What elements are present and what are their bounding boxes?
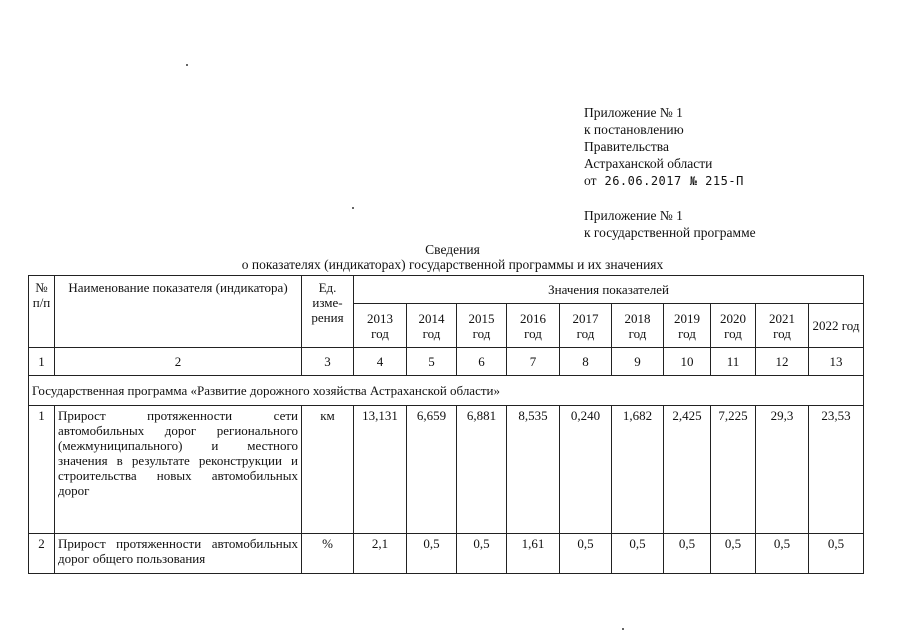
indicator-name: Прирост протяженности автомобильных дорог общего пользования — [55, 534, 302, 574]
header-row — [29, 276, 864, 304]
value-cell: 0,5 — [407, 534, 457, 574]
col-number: 9 — [612, 348, 664, 376]
program-title: Государственная программа «Развитие дорожного хозяйства Астраханской области» — [29, 376, 864, 406]
indicator-name: Прирост протяженности сети автомобильных дорог регионального (межмуниципального) и местного значения в результате реконструкции и строительства новых автомобильных дорог — [55, 406, 302, 534]
appendix-line: Астраханской области — [584, 156, 713, 171]
col-number: 7 — [507, 348, 560, 376]
indicator-unit: % — [302, 534, 354, 574]
appendix-line: к постановлению — [584, 122, 684, 137]
value-cell: 0,5 — [612, 534, 664, 574]
year-cell: 2022 год — [809, 304, 864, 348]
value-cell: 6,659 — [407, 406, 457, 534]
order-date: 26.06.2017 — [604, 174, 682, 188]
year-cell: 2014 год — [407, 304, 457, 348]
year-cell: 2021 год — [756, 304, 809, 348]
appendix-line: Приложение № 1 — [584, 208, 683, 223]
value-cell: 2,425 — [664, 406, 711, 534]
col-number: 2 — [55, 348, 302, 376]
value-cell: 0,5 — [756, 534, 809, 574]
row-num: 2 — [29, 534, 55, 574]
year-cell: 2020 год — [711, 304, 756, 348]
col-number: 12 — [756, 348, 809, 376]
appendix-line: к государственной программе — [584, 225, 756, 240]
table-row — [29, 534, 864, 574]
row-num: 1 — [29, 406, 55, 534]
col-number: 5 — [407, 348, 457, 376]
year-cell: 2017 год — [560, 304, 612, 348]
program-row — [29, 376, 864, 406]
value-cell: 29,3 — [756, 406, 809, 534]
header-unit: Ед. изме-рения — [302, 276, 354, 348]
value-cell: 23,53 — [809, 406, 864, 534]
value-cell: 0,5 — [664, 534, 711, 574]
value-cell: 0,5 — [711, 534, 756, 574]
document-title — [0, 242, 905, 272]
indicator-unit: км — [302, 406, 354, 534]
indicators-table — [28, 275, 864, 574]
col-number: 11 — [711, 348, 756, 376]
col-number: 8 — [560, 348, 612, 376]
value-cell: 0,5 — [457, 534, 507, 574]
header-num: № п/п — [29, 276, 55, 348]
scan-speck — [622, 628, 624, 630]
col-number: 4 — [354, 348, 407, 376]
column-numbers-row — [29, 348, 864, 376]
appendix-line: Приложение № 1 — [584, 105, 683, 120]
from-label: от — [584, 173, 597, 188]
order-line — [584, 172, 744, 190]
col-number: 6 — [457, 348, 507, 376]
scan-speck — [186, 64, 188, 66]
col-number: 3 — [302, 348, 354, 376]
year-cell: 2019 год — [664, 304, 711, 348]
header-values: Значения показателей — [354, 276, 864, 304]
col-number: 10 — [664, 348, 711, 376]
title-line: Сведения — [425, 242, 480, 257]
year-cell: 2018 год — [612, 304, 664, 348]
table-row — [29, 406, 864, 534]
value-cell: 0,5 — [560, 534, 612, 574]
year-cell: 2015 год — [457, 304, 507, 348]
value-cell: 2,1 — [354, 534, 407, 574]
appendix-program — [584, 207, 756, 241]
value-cell: 6,881 — [457, 406, 507, 534]
value-cell: 7,225 — [711, 406, 756, 534]
value-cell: 1,61 — [507, 534, 560, 574]
header-name: Наименование показателя (индикатора) — [55, 276, 302, 348]
col-number: 1 — [29, 348, 55, 376]
year-cell: 2016 год — [507, 304, 560, 348]
value-cell: 0,5 — [809, 534, 864, 574]
value-cell: 0,240 — [560, 406, 612, 534]
value-cell: 8,535 — [507, 406, 560, 534]
appendix-line: Правительства — [584, 139, 669, 154]
scan-speck — [352, 207, 354, 209]
value-cell: 1,682 — [612, 406, 664, 534]
year-cell: 2013 год — [354, 304, 407, 348]
value-cell: 13,131 — [354, 406, 407, 534]
appendix-header — [584, 104, 744, 190]
col-number: 13 — [809, 348, 864, 376]
order-number: № 215-П — [689, 174, 744, 188]
title-line: о показателях (индикаторах) государственной программы и их значениях — [241, 257, 664, 272]
